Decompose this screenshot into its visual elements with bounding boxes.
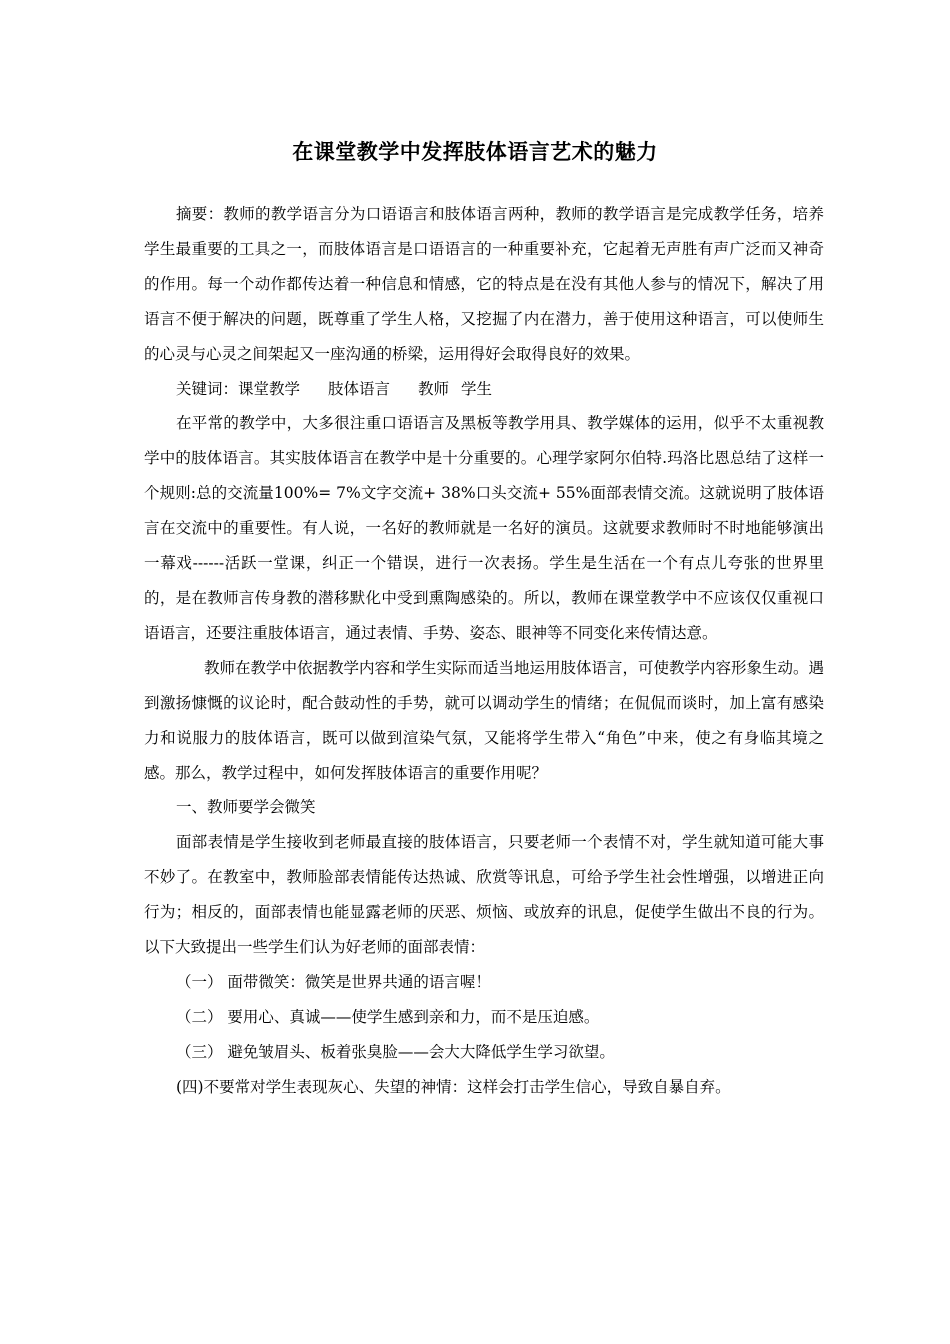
body-paragraph: 在平常的教学中，大多很注重口语语言及黑板等教学用具、教学媒体的运用，似乎不太重视教学中的肢体语言。其实肢体语言在教学中是十分重要的。心理学家阿尔伯特.玛洛比恩总结了这样一个规则:总的交流量100%= 7%文字交流+ 38%口头交流+ 55%面部表情交流。这就说明了肢体语言在交流中的重要性。有人说，一名好的教师就是一名好的演员。这就要求教师时不时地能够演出一幕戏------活跃一堂课，纠正一个错误，进行一次表扬。学生是生活在一个有点儿夸张的世界里的，是在教师言传身教的潜移默化中受到熏陶感染的。所以，教师在课堂教学中不应该仅仅重视口语语言，还要注重肢体语言，通过表情、手势、姿态、眼神等不同变化来传情达意。 [144, 414, 824, 642]
list-item: （三） 避免皱眉头、板着张臭脸——会大大降低学生学习欲望。 [176, 1042, 615, 1061]
list-item: (四)不要常对学生表现灰心、失望的神情：这样会打击学生信心，导致自暴自弃。 [176, 1077, 731, 1096]
abstract-paragraph: 摘要：教师的教学语言分为口语语言和肢体语言两种，教师的教学语言是完成教学任务，培养学生最重要的工具之一，而肢体语言是口语语言的一种重要补充，它起着无声胜有声广泛而又神奇的作用。每一个动作都传达着一种信息和情感，它的特点是在没有其他人参与的情况下，解决了用语言不便于解决的问题，既尊重了学生人格，又挖掘了内在潜力，善于使用这种语言，可以使师生的心灵与心灵之间架起又一座沟通的桥梁，运用得好会取得良好的效果。 [144, 205, 824, 363]
keywords-line [144, 372, 824, 407]
keyword-item: 学生 [461, 379, 493, 398]
keyword-item: 肢体语言 [328, 379, 391, 398]
section-heading: 一、教师要学会微笑 [176, 798, 316, 817]
body-paragraph: 面部表情是学生接收到老师最直接的肢体语言，只要老师一个表情不对，学生就知道可能大事不妙了。在教室中，教师脸部表情能传达热诚、欣赏等讯息，可给予学生社会性增强，以增进正向行为；相反的，面部表情也能显露老师的厌恶、烦恼、或放弃的讯息，促使学生做出不良的行为。以下大致提出一些学生们认为好老师的面部表情： [144, 833, 824, 957]
document-body [144, 197, 824, 1105]
list-item: （二） 要用心、真诚——使学生感到亲和力，而不是压迫感。 [176, 1007, 600, 1026]
keyword-item: 教师 [418, 379, 450, 398]
keywords-label: 关键词：课堂教学 [176, 379, 301, 398]
body-paragraph: 教师在教学中依据教学内容和学生实际而适当地运用肢体语言，可使教学内容形象生动。遇到激扬慷慨的议论时，配合鼓动性的手势，就可以调动学生的情绪；在侃侃而谈时，加上富有感染力和说服力的肢体语言，既可以做到渲染气氛，又能将学生带入“角色”中来，使之有身临其境之感。那么，教学过程中，如何发挥肢体语言的重要作用呢？ [144, 658, 825, 782]
list-item: （一） 面带微笑：微笑是世界共通的语言喔！ [176, 972, 491, 991]
document-title: 在课堂教学中发挥肢体语言艺术的魅力 [292, 139, 658, 164]
